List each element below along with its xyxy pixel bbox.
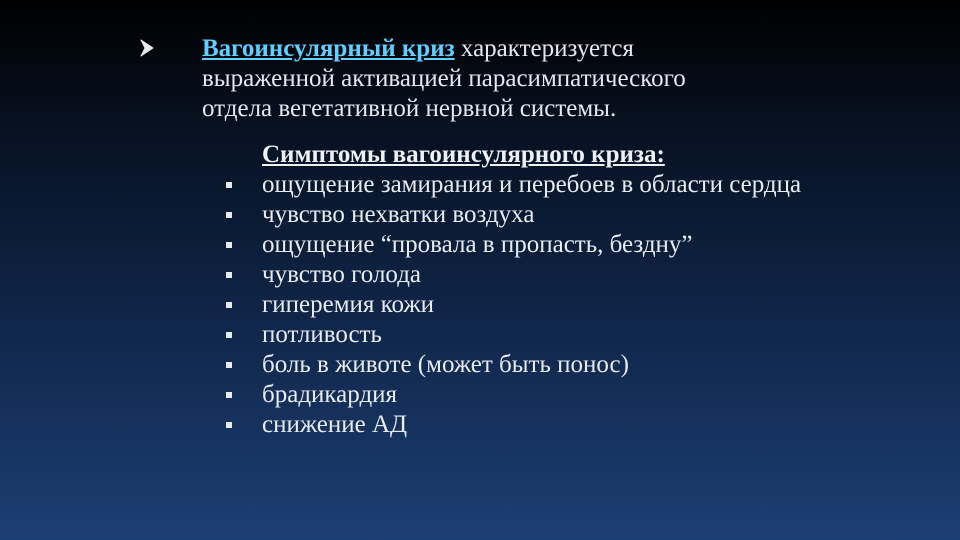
- square-bullet-icon: [226, 182, 232, 188]
- list-item: [226, 351, 806, 378]
- square-bullet-icon: [226, 212, 232, 218]
- list-item: [226, 261, 806, 288]
- list-item: [226, 381, 806, 408]
- symptom-list: [226, 171, 806, 444]
- square-bullet-icon: [226, 302, 232, 308]
- square-bullet-icon: [226, 392, 232, 398]
- list-item: [226, 321, 806, 348]
- square-bullet-icon: [226, 332, 232, 338]
- list-item: [226, 291, 806, 318]
- list-item: [226, 411, 806, 438]
- symptom-text: боль в животе (может быть понос): [262, 351, 629, 378]
- intro-paragraph: [202, 34, 822, 124]
- intro-text-line2: выраженной активацией парасимпатического: [202, 65, 686, 92]
- arrowhead-bullet-icon: [140, 39, 154, 57]
- list-item: [226, 231, 806, 258]
- list-item: [226, 201, 806, 228]
- square-bullet-icon: [226, 422, 232, 428]
- term-link[interactable]: Вагоинсулярный криз: [202, 35, 455, 62]
- square-bullet-icon: [226, 272, 232, 278]
- symptom-text: чувство нехватки воздуха: [262, 201, 535, 228]
- symptoms-title: Симптомы вагоинсулярного криза:: [262, 141, 665, 168]
- intro-text-line3: отдела вегетативной нервной системы.: [202, 95, 617, 122]
- symptom-text: ощущение “провала в пропасть, бездну”: [262, 231, 693, 258]
- intro-text-line1: характеризуется: [454, 35, 634, 62]
- symptom-text: снижение АД: [262, 411, 408, 438]
- list-item: [226, 171, 806, 198]
- square-bullet-icon: [226, 242, 232, 248]
- symptom-text: ощущение замирания и перебоев в области сердца: [262, 171, 802, 198]
- square-bullet-icon: [226, 362, 232, 368]
- symptom-text: потливость: [262, 321, 382, 348]
- symptom-text: гиперемия кожи: [262, 291, 435, 318]
- symptom-text: чувство голода: [262, 261, 422, 288]
- symptom-text: брадикардия: [262, 381, 398, 408]
